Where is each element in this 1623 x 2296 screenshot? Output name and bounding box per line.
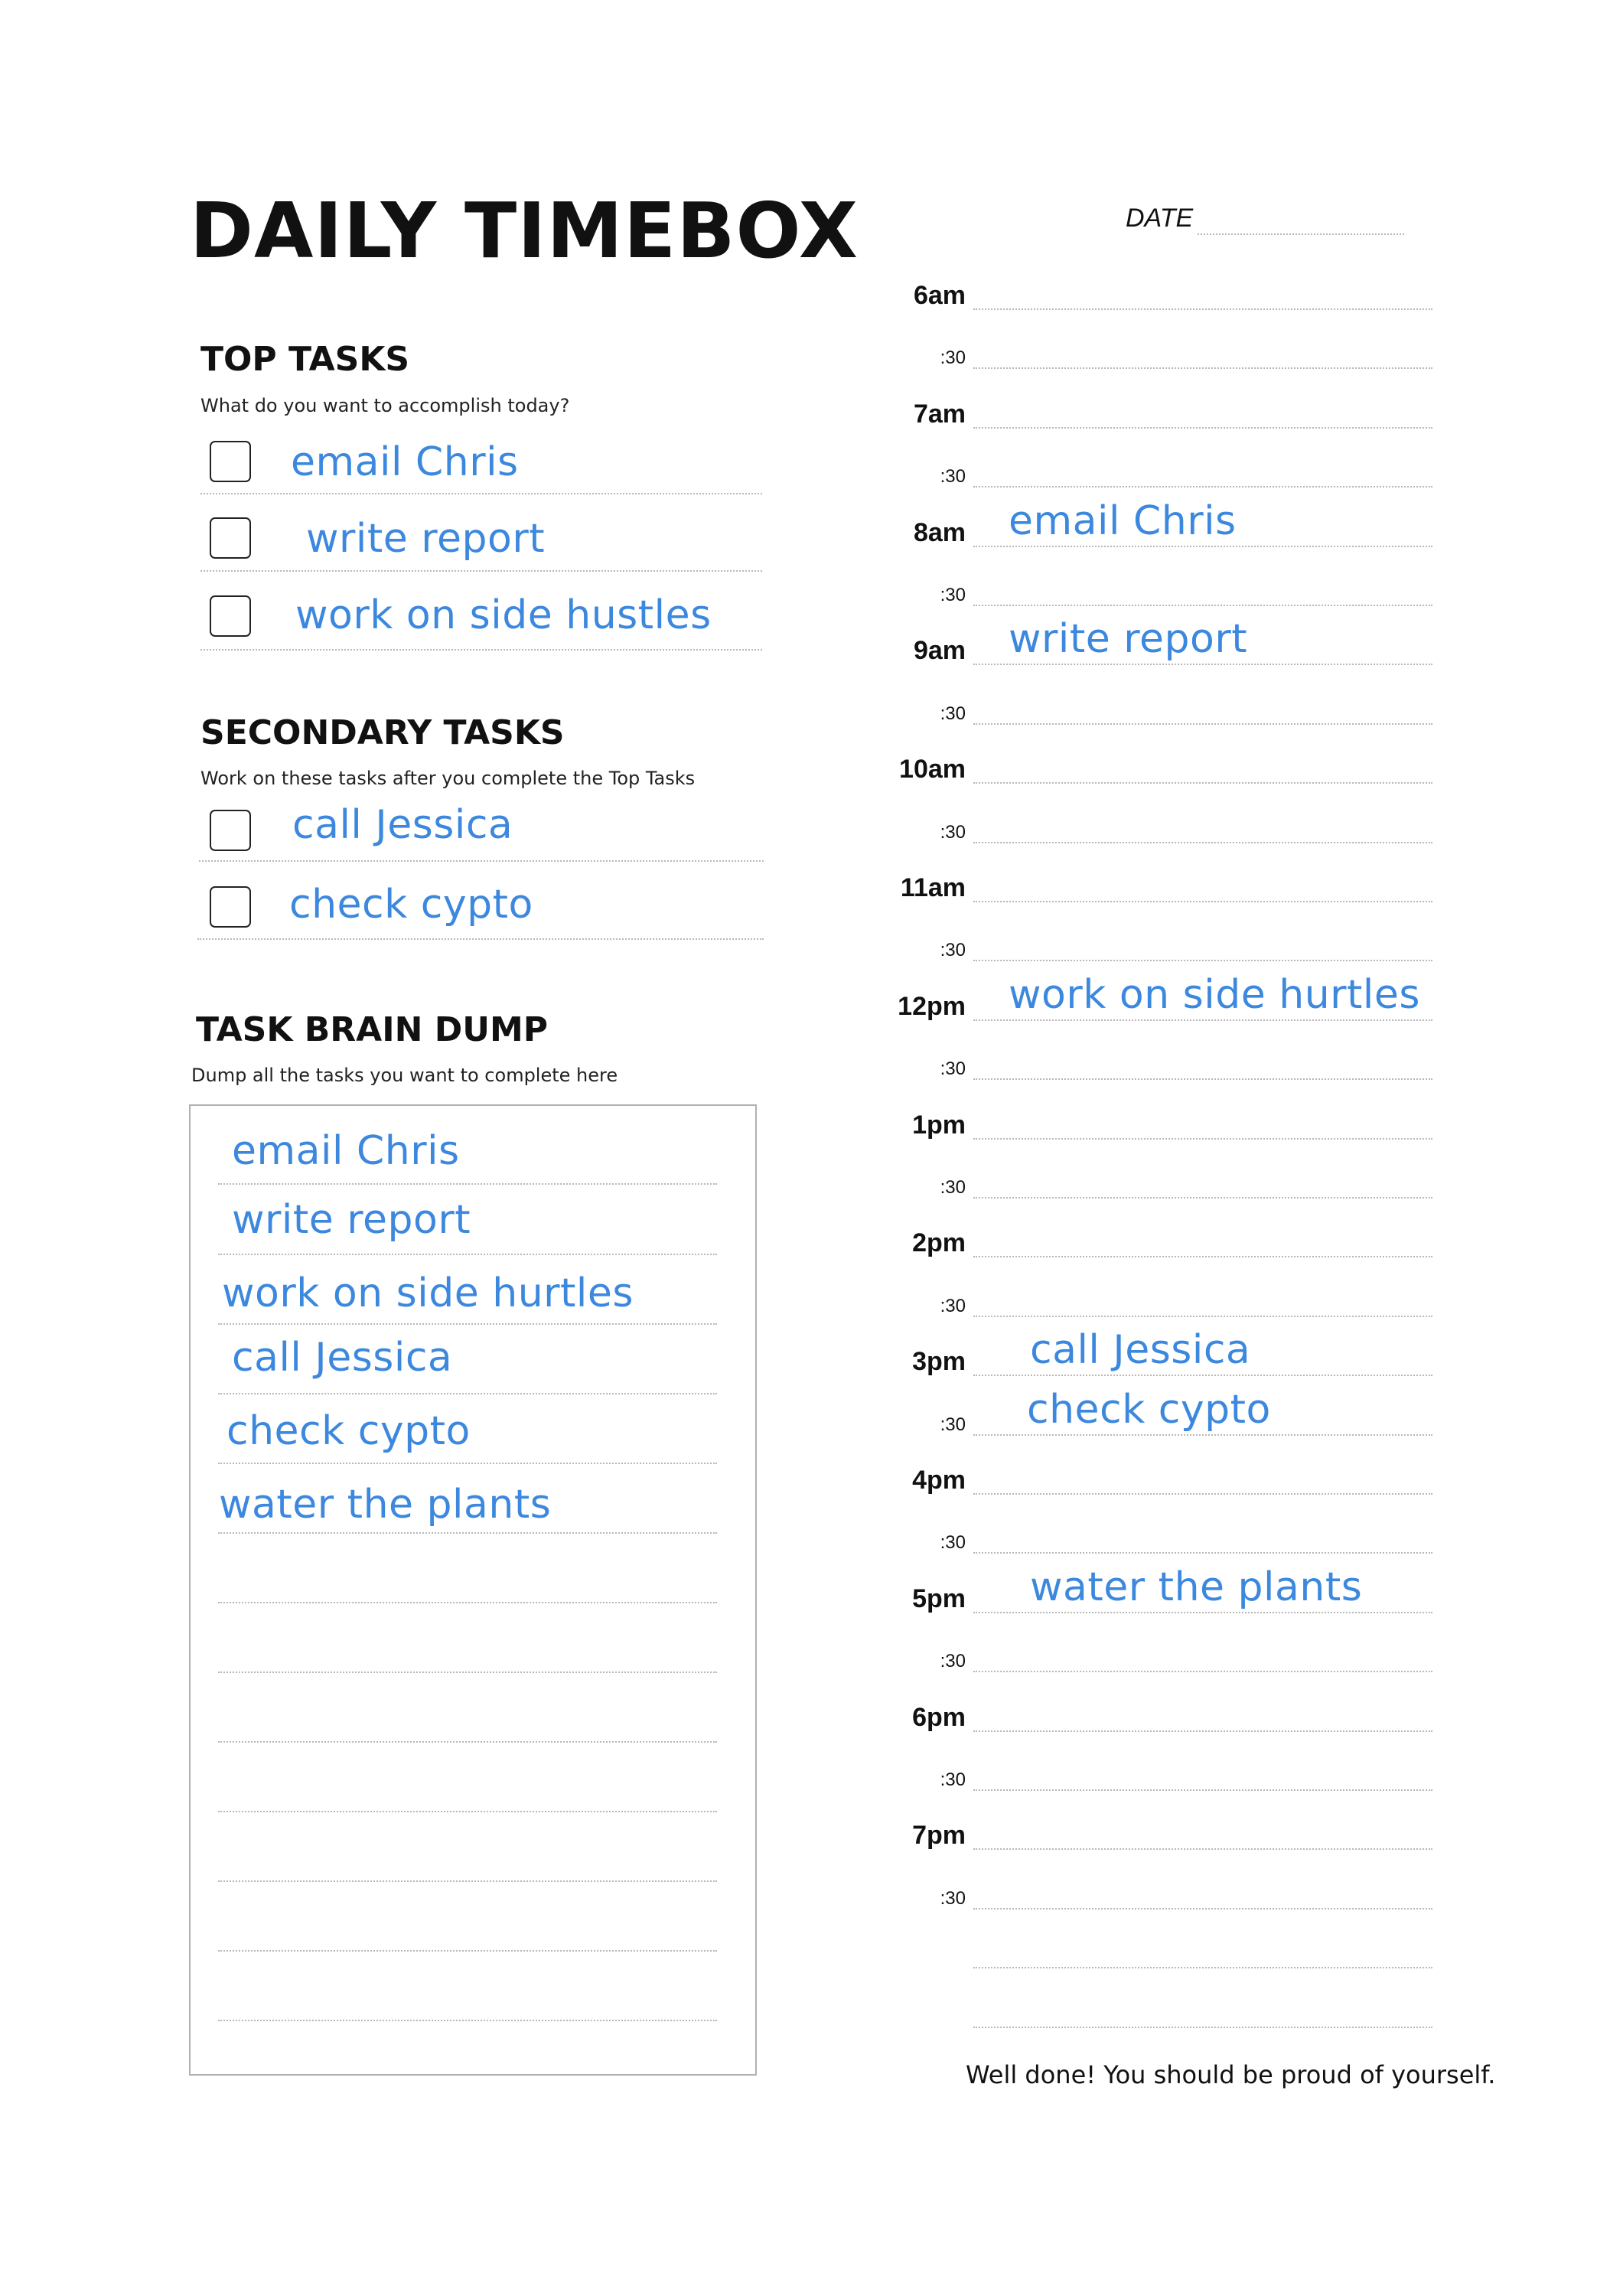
brain-dump-line (218, 1950, 717, 1952)
time-label: 11am (900, 873, 966, 902)
secondary-tasks-heading: SECONDARY TASKS (200, 713, 565, 752)
time-label: 10am (899, 755, 966, 784)
time-slot-line[interactable] (973, 842, 1432, 843)
half-hour-label: :30 (940, 1414, 966, 1435)
time-slot-line[interactable] (973, 1908, 1432, 1910)
brain-dump-line (218, 1602, 717, 1603)
secondary-task-line (197, 938, 764, 940)
top-task-line (200, 493, 762, 494)
time-slot-line[interactable] (973, 1019, 1432, 1021)
time-slot-line[interactable] (973, 546, 1432, 547)
time-label: 6pm (912, 1702, 966, 1732)
time-slot-line[interactable] (973, 367, 1432, 369)
date-label: DATE (1126, 204, 1194, 233)
top-task-checkbox[interactable] (210, 517, 251, 559)
top-task-text[interactable]: write report (306, 516, 546, 562)
time-slot-line[interactable] (973, 664, 1432, 665)
half-hour-label: :30 (940, 703, 966, 724)
brain-dump-line (218, 1671, 717, 1673)
half-hour-label: :30 (940, 347, 966, 369)
time-slot-line[interactable] (973, 1967, 1432, 1968)
time-slot-line[interactable] (973, 1671, 1432, 1672)
time-slot-line[interactable] (973, 1552, 1432, 1554)
half-hour-label: :30 (940, 1177, 966, 1198)
schedule-entry[interactable]: email Chris (1009, 497, 1237, 544)
brain-dump-line (218, 1880, 717, 1882)
brain-dump-line (218, 1532, 717, 1534)
half-hour-label: :30 (940, 821, 966, 843)
half-hour-label: :30 (940, 466, 966, 488)
brain-dump-box[interactable] (189, 1104, 757, 2076)
time-slot-line[interactable] (973, 782, 1432, 784)
top-tasks-subtitle: What do you want to accomplish today? (200, 395, 570, 416)
time-slot-line[interactable] (973, 1078, 1432, 1080)
half-hour-label: :30 (940, 940, 966, 961)
time-slot-line[interactable] (973, 1316, 1432, 1317)
time-label: 7am (913, 399, 966, 429)
time-slot-line[interactable] (973, 1138, 1432, 1140)
time-slot-line[interactable] (973, 1730, 1432, 1732)
date-field[interactable] (1198, 233, 1404, 235)
schedule-entry[interactable]: call Jessica (1030, 1327, 1251, 1374)
time-label: 2pm (912, 1228, 966, 1258)
half-hour-label: :30 (940, 1295, 966, 1316)
schedule-entry[interactable]: work on side hurtles (1009, 971, 1420, 1018)
schedule-entry[interactable]: water the plants (1030, 1564, 1363, 1610)
brain-dump-line (218, 2020, 717, 2021)
schedule-entry[interactable]: check cypto (1027, 1386, 1271, 1433)
secondary-task-text[interactable]: call Jessica (292, 802, 513, 848)
brain-dump-line (218, 1463, 717, 1464)
top-task-line (200, 649, 762, 651)
brain-dump-item[interactable]: water the plants (219, 1482, 552, 1528)
top-tasks-heading: TOP TASKS (200, 340, 410, 379)
top-task-text[interactable]: work on side hustles (295, 592, 712, 638)
time-label: 12pm (898, 991, 966, 1021)
schedule-entry[interactable]: write report (1009, 616, 1248, 663)
time-slot-line[interactable] (973, 1493, 1432, 1495)
time-slot-line[interactable] (973, 1256, 1432, 1257)
time-label: 7pm (912, 1821, 966, 1851)
brain-dump-item[interactable]: check cypto (227, 1408, 471, 1454)
time-slot-line[interactable] (973, 605, 1432, 606)
time-label: 6am (913, 281, 966, 310)
time-label: 1pm (912, 1110, 966, 1140)
time-label: 3pm (912, 1347, 966, 1377)
top-task-line (200, 570, 762, 572)
time-slot-line[interactable] (973, 427, 1432, 429)
time-label: 8am (913, 517, 966, 547)
time-slot-line[interactable] (973, 2027, 1432, 2028)
time-slot-line[interactable] (973, 1848, 1432, 1850)
secondary-task-line (199, 860, 764, 862)
top-task-checkbox[interactable] (210, 595, 251, 637)
time-slot-line[interactable] (973, 486, 1432, 488)
brain-dump-line (218, 1254, 717, 1255)
secondary-task-text[interactable]: check cypto (289, 882, 533, 928)
footer-message: Well done! You should be proud of yourself. (966, 2060, 1496, 2089)
time-slot-line[interactable] (973, 901, 1432, 902)
brain-dump-line (218, 1323, 717, 1325)
time-label: 5pm (912, 1583, 966, 1613)
time-slot-line[interactable] (973, 1197, 1432, 1199)
time-slot-line[interactable] (973, 1434, 1432, 1436)
secondary-task-checkbox[interactable] (210, 810, 251, 851)
brain-dump-item[interactable]: work on side hurtles (222, 1270, 634, 1316)
time-slot-line[interactable] (973, 1375, 1432, 1376)
half-hour-label: :30 (940, 1532, 966, 1554)
half-hour-label: :30 (940, 1058, 966, 1080)
half-hour-label: :30 (940, 1769, 966, 1790)
time-slot-line[interactable] (973, 1789, 1432, 1791)
brain-dump-line (218, 1183, 717, 1185)
time-label: 9am (913, 636, 966, 666)
secondary-task-checkbox[interactable] (210, 886, 251, 928)
brain-dump-item[interactable]: call Jessica (232, 1335, 453, 1381)
time-slot-line[interactable] (973, 960, 1432, 961)
secondary-tasks-subtitle: Work on these tasks after you complete the Top Tasks (200, 768, 696, 789)
time-slot-line[interactable] (973, 723, 1432, 725)
brain-dump-item[interactable]: write report (232, 1197, 471, 1243)
brain-dump-line (218, 1811, 717, 1812)
time-label: 4pm (912, 1466, 966, 1495)
half-hour-label: :30 (940, 1651, 966, 1672)
brain-dump-subtitle: Dump all the tasks you want to complete here (191, 1065, 618, 1086)
time-slot-line[interactable] (973, 1612, 1432, 1613)
page-title: DAILY TIMEBOX (190, 186, 859, 276)
half-hour-label: :30 (940, 1887, 966, 1909)
time-slot-line[interactable] (973, 308, 1432, 310)
top-task-text[interactable]: email Chris (291, 439, 519, 485)
brain-dump-line (218, 1741, 717, 1743)
half-hour-label: :30 (940, 585, 966, 605)
brain-dump-item[interactable]: email Chris (232, 1128, 460, 1174)
brain-dump-heading: TASK BRAIN DUMP (196, 1010, 549, 1049)
top-task-checkbox[interactable] (210, 441, 251, 482)
brain-dump-line (218, 1393, 717, 1394)
